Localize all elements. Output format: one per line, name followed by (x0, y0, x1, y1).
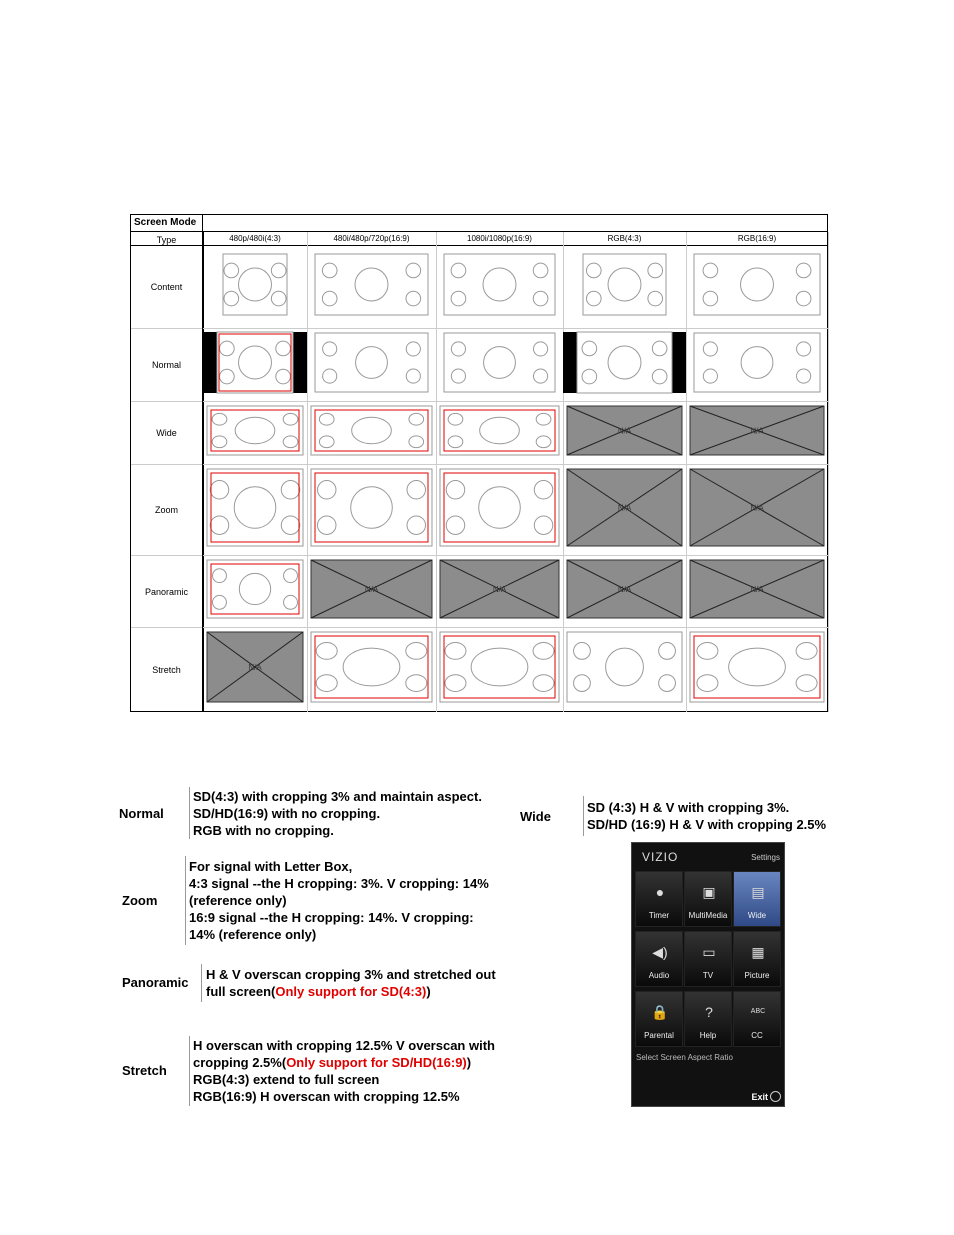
desc-line: 16:9 signal --the H cropping: 14%. V cropping: (189, 910, 474, 925)
mode-cell (563, 329, 686, 402)
table-header-title: Screen Mode (131, 215, 203, 232)
letterbox-bar (563, 332, 577, 393)
exit-button[interactable]: Exit (751, 1092, 768, 1102)
menu-tile-multimedia[interactable] (684, 871, 732, 927)
mode-cell (307, 246, 436, 329)
zoom-label: Zoom (122, 893, 158, 908)
exit-icon[interactable] (770, 1091, 781, 1102)
desc-text: cropping 2.5%( (193, 1055, 287, 1070)
column-header: 480p/480i(4:3) (203, 232, 307, 246)
letterbox-bar (203, 332, 217, 393)
mode-cell (307, 628, 436, 712)
menu-tile-help[interactable] (684, 991, 732, 1047)
timer-icon: ● (655, 884, 665, 900)
menu-tile-label: Timer (648, 911, 670, 920)
mode-cell (307, 556, 436, 628)
panoramic-label: Panoramic (122, 975, 189, 990)
divider (189, 1036, 190, 1106)
support-note: Only support for SD/HD(16:9) (286, 1055, 467, 1070)
divider (185, 856, 186, 945)
mode-cell (307, 465, 436, 556)
desc-line: SD/HD(16:9) with no cropping. (193, 806, 381, 821)
menu-hint: Select Screen Aspect Ratio (636, 1053, 733, 1062)
mode-cell (203, 556, 307, 628)
mode-cell (307, 402, 436, 465)
menu-tile-picture[interactable] (733, 931, 781, 987)
mode-cell (563, 465, 686, 556)
mode-cell (436, 628, 563, 712)
menu-tile-wide[interactable] (733, 871, 781, 927)
multimedia-icon: ▣ (702, 884, 716, 900)
desc-line: 14% (reference only) (189, 927, 317, 942)
mode-cell (563, 556, 686, 628)
desc-text: full screen( (206, 984, 276, 999)
tv-icon: ▭ (702, 944, 716, 960)
mode-cell (436, 329, 563, 402)
mode-cell (686, 329, 828, 402)
na-label: N/A (617, 503, 632, 513)
zoom-description (189, 858, 489, 943)
cc-icon: ABC (750, 1008, 766, 1015)
desc-line: For signal with Letter Box, (189, 859, 353, 874)
mode-cell (436, 465, 563, 556)
na-label: N/A (364, 585, 379, 594)
menu-tile-tv[interactable] (684, 931, 732, 987)
menu-tile-label: Parental (644, 1031, 674, 1040)
mode-cell (307, 329, 436, 402)
column-header: RGB(4:3) (563, 232, 686, 246)
mode-cell (686, 246, 828, 329)
wide-icon: ▤ (751, 884, 765, 900)
row-label: Wide (131, 402, 203, 465)
menu-tile-label: Wide (747, 911, 767, 920)
support-note: Only support for SD(4:3) (275, 984, 427, 999)
mode-cell (563, 402, 686, 465)
desc-line: SD(4:3) with cropping 3% and maintain aspect. (193, 789, 482, 804)
letterbox-bar (293, 332, 307, 393)
menu-tile-cc[interactable] (733, 991, 781, 1047)
desc-line (193, 1054, 495, 1071)
menu-tile-parental[interactable] (635, 991, 683, 1047)
desc-line: SD (4:3) H & V with cropping 3%. (587, 800, 790, 815)
na-label: N/A (750, 426, 764, 436)
mode-cell (436, 402, 563, 465)
type-label: Type (131, 232, 203, 246)
mode-cell (203, 246, 307, 329)
row-label: Panoramic (131, 556, 203, 628)
mode-cell (563, 628, 686, 712)
row-label: Content (131, 246, 203, 329)
na-label: N/A (750, 585, 764, 594)
desc-text: ) (426, 984, 431, 999)
desc-line: RGB(16:9) H overscan with cropping 12.5% (193, 1089, 460, 1104)
settings-title: Settings (751, 853, 780, 862)
stretch-label: Stretch (122, 1063, 167, 1078)
mode-cell (686, 556, 828, 628)
row-label: Zoom (131, 465, 203, 556)
mode-cell (203, 628, 307, 712)
audio-icon: ◀) (652, 944, 668, 960)
desc-line: H overscan with cropping 12.5% V overscan with (193, 1038, 495, 1053)
desc-line: SD/HD (16:9) H & V with cropping 2.5% (587, 817, 827, 832)
menu-tile-label: MultiMedia (688, 911, 728, 920)
mode-cell (686, 402, 828, 465)
vizio-logo: VIZIO (642, 850, 679, 864)
menu-tile-label: TV (702, 971, 714, 980)
mode-cell (436, 246, 563, 329)
desc-line: RGB(4:3) extend to full screen (193, 1072, 380, 1087)
desc-line (206, 983, 496, 1000)
na-label: N/A (617, 426, 632, 436)
menu-tile-label: CC (751, 1031, 763, 1040)
lock-icon: 🔒 (651, 1004, 669, 1020)
desc-line: (reference only) (189, 893, 287, 908)
wide-description (587, 799, 826, 833)
menu-tile-timer[interactable] (635, 871, 683, 927)
column-header: RGB(16:9) (686, 232, 828, 246)
help-icon: ? (705, 1004, 713, 1020)
menu-tile-label: Help (699, 1031, 717, 1040)
row-label: Normal (131, 329, 203, 402)
column-header: 480i/480p/720p(16:9) (307, 232, 436, 246)
divider (189, 787, 190, 839)
mode-cell (563, 246, 686, 329)
screen-mode-table (130, 214, 828, 712)
desc-text: ) (466, 1055, 472, 1070)
mode-cell (686, 628, 828, 712)
mode-cell (436, 556, 563, 628)
normal-label: Normal (119, 806, 164, 821)
panoramic-description (206, 966, 496, 1000)
tv-settings-menu (631, 842, 785, 1107)
divider (583, 796, 584, 836)
column-header: 1080i/1080p(16:9) (436, 232, 563, 246)
mode-cell (686, 465, 828, 556)
row-label: Stretch (131, 628, 203, 712)
divider (201, 964, 202, 1002)
normal-description (193, 788, 482, 839)
mode-cell (203, 465, 307, 556)
stretch-description (193, 1037, 495, 1105)
picture-icon: ▦ (751, 944, 765, 960)
desc-line: 4:3 signal --the H cropping: 3%. V cropping: 14% (189, 876, 489, 891)
na-label: N/A (750, 503, 764, 513)
desc-line: RGB with no cropping. (193, 823, 334, 838)
na-label: N/A (492, 585, 507, 594)
grid-line (828, 232, 829, 712)
na-label: N/A (248, 663, 262, 672)
menu-tile-label: Audio (648, 971, 670, 980)
desc-line: H & V overscan cropping 3% and stretched out (206, 967, 496, 982)
menu-tile-audio[interactable] (635, 931, 683, 987)
na-label: N/A (617, 585, 632, 594)
menu-tile-label: Picture (744, 971, 770, 980)
mode-cell (203, 402, 307, 465)
wide-label: Wide (520, 809, 551, 824)
letterbox-bar (672, 332, 686, 393)
mode-cell (203, 329, 307, 402)
